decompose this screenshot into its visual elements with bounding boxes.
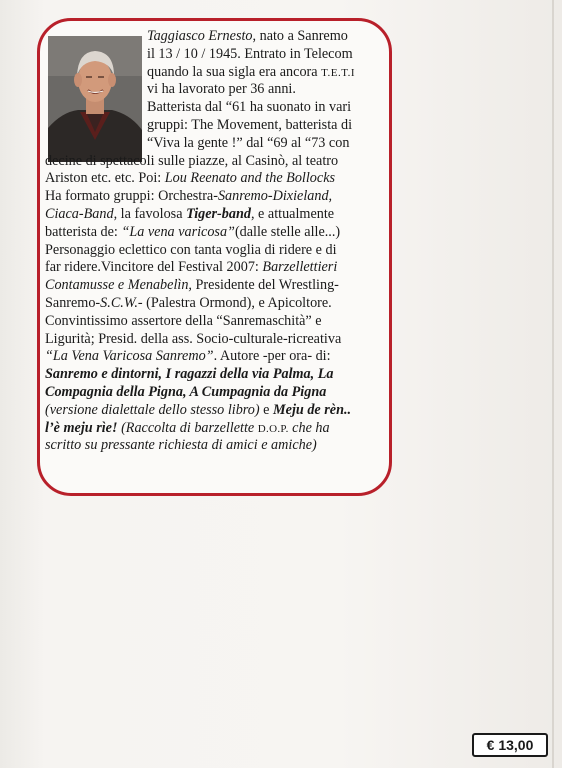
bio-text-span: (Raccolta di barzellette [117, 419, 258, 436]
bio-text-span: “La vena varicosa” [121, 223, 235, 240]
bio-line: Personaggio eclettico con tanta voglia di ridere e di [45, 241, 337, 258]
bio-line [45, 420, 385, 438]
bio-line [45, 64, 385, 82]
bio-text [45, 28, 385, 455]
price-tag: € 13,00 [472, 733, 548, 757]
bio-text-span: , la favolosa [113, 205, 187, 222]
bio-line: “Viva la gente !” dal “69 al “73 con [147, 134, 350, 151]
author-name: Taggiasco Ernesto [147, 28, 253, 44]
bio-text-span: che ha [288, 419, 330, 436]
bio-text-span: quando la sua sigla era ancora [147, 63, 322, 80]
bio-line: Convintissimo assertore della “Sanremaschità” e [45, 312, 322, 329]
bio-line: vi ha lavorato per 36 anni. [147, 81, 296, 98]
bio-text-span: Lou Reenato and the Bollocks [164, 170, 336, 187]
bio-line [45, 28, 385, 46]
bio-text-span: D.O.P. [257, 422, 289, 435]
bio-text-span: Contamusse e Menabelìn, [45, 277, 192, 294]
bio-text-span: far ridere.Vincitore del Festival 2007: [45, 259, 263, 276]
bio-line [45, 170, 385, 188]
bio-text-span: , nato a Sanremo [252, 28, 348, 44]
bio-line [45, 206, 385, 224]
page-edge [552, 0, 554, 768]
bio-text-span: Ha formato gruppi: Orchestra- [45, 188, 218, 205]
bio-text-span: Presidente del Wrestling- [191, 277, 339, 294]
bio-line [45, 366, 385, 384]
bio-line: il 13 / 10 / 1945. Entrato in Telecom [147, 45, 353, 62]
bio-text-span: Barzellettieri [262, 259, 338, 276]
bio-text-span: scritto su pressante richiesta di amici e amiche) [45, 437, 317, 454]
bio-line: gruppi: The Movement, batterista di [147, 116, 353, 133]
bio-text-span: - (Palestra Ormond), e Apicoltore. [137, 294, 332, 311]
bio-text-span: (dalle stelle alle...) [234, 223, 341, 240]
bio-text-span: (versione dialettale dello stesso libro) [45, 401, 260, 418]
bio-text-span: Tiger-band [186, 205, 251, 222]
bio-text-span: e [259, 401, 274, 418]
bio-text-span: Sanremo- [45, 294, 101, 311]
bio-line [45, 402, 385, 420]
bio-text-span: Ariston etc. etc. Poi: [45, 170, 165, 187]
bio-text-span: “La Vena Varicosa Sanremo” [45, 348, 214, 365]
book-title: Meju de rèn.. [273, 401, 352, 418]
bio-text-span: . Autore -per ora- di: [213, 348, 331, 365]
bio-text-span: Sanremo-Dixieland, [217, 188, 333, 205]
bio-line [45, 259, 385, 277]
bio-line: decine di spettacoli sulle piazze, al Casinò, al teatro [45, 152, 339, 169]
bio-line [45, 224, 385, 242]
bio-line: Batterista dal “61 ha suonato in vari [147, 99, 352, 116]
bio-line [45, 437, 385, 455]
bio-text-span: S.C.W. [100, 294, 138, 311]
bio-line: Ligurità; Presid. della ass. Socio-culturale-ricreativa [45, 330, 342, 347]
book-title: Sanremo e dintorni, I ragazzi della via Palma, La [45, 366, 334, 383]
bio-line [45, 188, 385, 206]
bio-text-span: T.E.T.I [321, 66, 356, 79]
book-title: l’è meju rìe! [45, 419, 118, 436]
bio-line [45, 277, 385, 295]
bio-text-span: Ciaca-Band [45, 205, 114, 222]
bio-text-span: , e attualmente [250, 205, 335, 222]
bio-line [45, 295, 385, 313]
bio-text-span: batterista de: [45, 223, 122, 240]
book-title: Compagnia della Pigna, A Cumpagnia da Pigna [45, 383, 327, 400]
bio-line [45, 348, 385, 366]
bio-line [45, 384, 385, 402]
